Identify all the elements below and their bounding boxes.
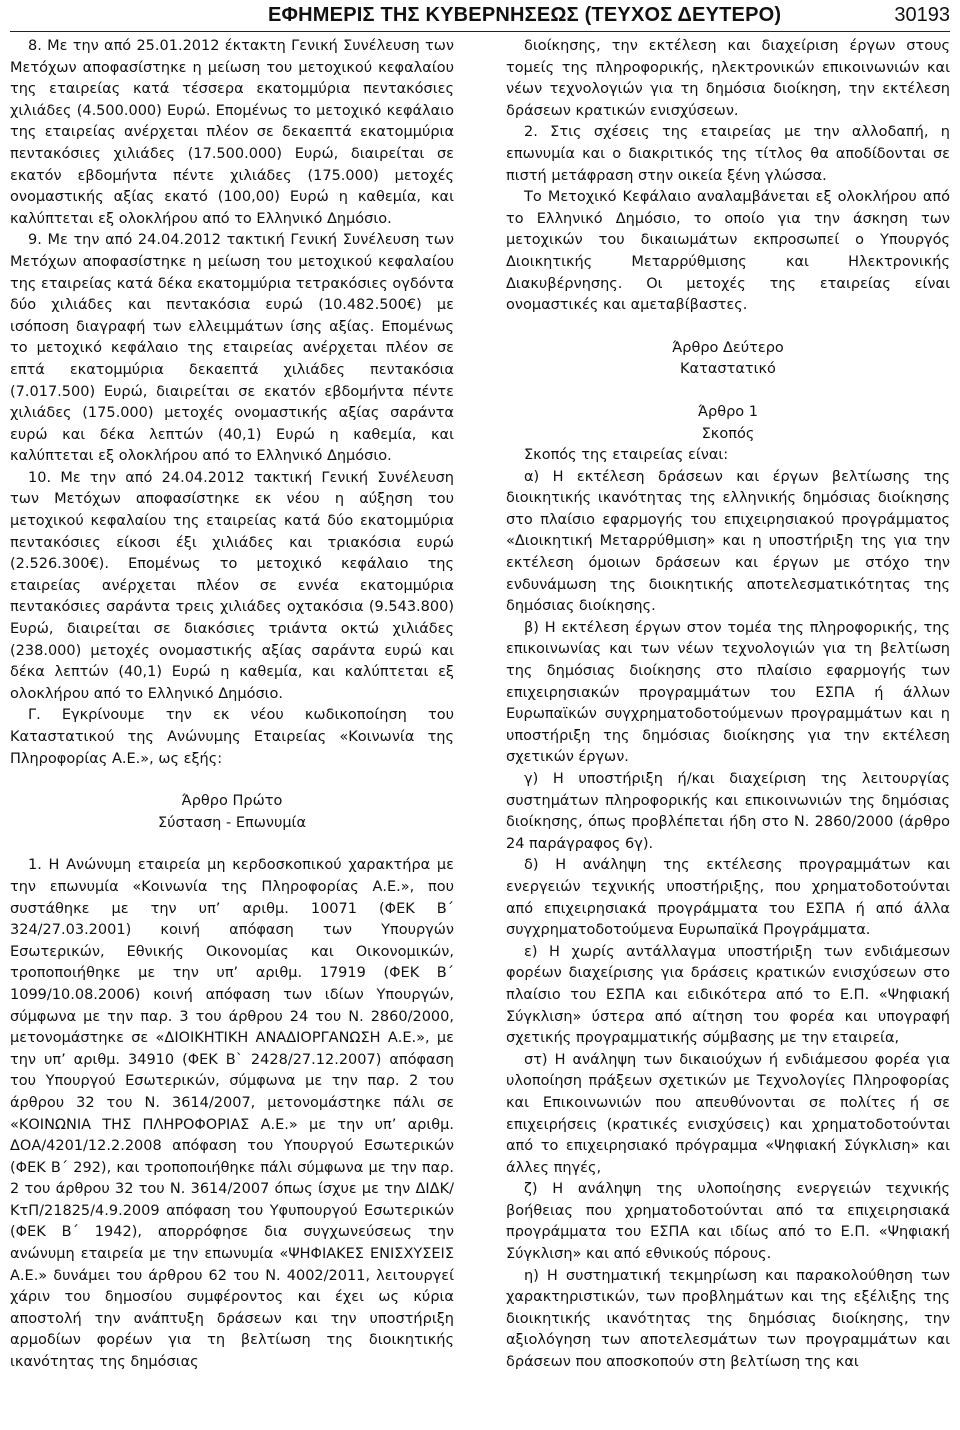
paragraph: 9. Με την από 24.04.2012 τακτική Γενική Συνέλευση των Μετόχων αποφασίστηκε η μείωση του μετοχικού κεφαλαίου της εταιρείας κατά δέκα εκατομμύρια τετρακόσιες ογδόντα δύο χιλιάδες και πεντακόσια ευρώ (10.482.500€) με ισόποση διαγραφή των ελλειμμάτων ίσης αξίας. Επομένως το μετοχικό κεφάλαιο της εταιρείας ανέρχεται πλέον σε επτά εκατομμύρια δεκαεπτά χιλιάδες πεντακόσια (7.017.500) Ευρώ, διαιρείται σε εκατόν εβδομήντα πέντε χιλιάδες (175.000) μετοχές ονομαστικής αξίας σαράντα ευρώ και δέκα λεπτών (40,1) Ευρώ η καθεμία, και καλύπτεται εξ ολοκλήρου από το Ελληνικό Δημόσιο. bbox=[10, 232, 454, 465]
article-subheading: Σκοπός bbox=[701, 425, 755, 442]
paragraph: διοίκησης, την εκτέλεση και διαχείριση έργων στους τομείς της πληροφορικής, ηλεκτρονικών επικοινωνιών και νέων τεχνολογιών για τη δημόσια διοίκηση, την εκτέλεση δράσεων κρατικών ενισχύσεων. bbox=[506, 38, 950, 119]
paragraph: γ) Η υποστήριξη ή/και διαχείριση της λειτουργίας συστημάτων πληροφορικής και επικοινωνιών της δημόσιας διοίκησης, όπως προβλέπεται ήδη στο Ν. 2860/2000 (άρθρο 24 παράγραφος 6γ). bbox=[506, 771, 950, 852]
header-rule bbox=[10, 31, 950, 32]
paragraph: Γ. Εγκρίνουμε την εκ νέου κωδικοποίηση του Καταστατικού της Ανώνυμης Εταιρείας «Κοινωνία της Πληροφορίας Α.Ε.», ως εξής: bbox=[10, 707, 454, 767]
paragraph: δ) Η ανάληψη της εκτέλεσης προγραμμάτων και ενεργειών τεχνικής υποστήριξης, που χρηματοδοτούνται από επιχειρησιακά προγράμματα του ΕΣΠΑ ή από άλλα συγχρηματοδοτούμενα Ευρωπαϊκά Προγράμματα. bbox=[506, 857, 950, 939]
paragraph: Το Μετοχικό Κεφάλαιο αναλαμβάνεται εξ ολοκλήρου από το Ελληνικό Δημόσιο, το οποίο για την άσκηση των μετοχικών του δικαιωμάτων εκπροσωπεί ο Υπουργός Διοικητικής Μεταρρύθμισης και Ηλεκτρονικής Διακυβέρνησης. Οι μετοχές της εταιρείας είναι ονομαστικές και αμεταβίβαστες. bbox=[506, 189, 950, 314]
article-subheading: Σύσταση - Επωνυμία bbox=[157, 814, 307, 831]
spacer bbox=[10, 770, 454, 791]
article-heading: Άρθρο 1 bbox=[697, 403, 759, 420]
gazette-title: ΕΦΗΜΕΡΙΣ ΤΗΣ ΚΥΒΕΡΝΗΣΕΩΣ (ΤΕΥΧΟΣ ΔΕΥΤΕΡΟ) bbox=[268, 4, 782, 26]
paragraph: στ) Η ανάληψη των δικαιούχων ή ενδιάμεσου φορέα για υλοποίηση πράξεων σχετικών με Τεχνολογίες Πληροφορίας και Επικοινωνιών που απευθύνονται σε πολίτες ή σε επιχειρήσεις (κρατικές ενισχύσεις) και χρηματοδοτούνται από το επιχειρησιακό πρόγραμμα «Ψηφιακή Σύγκλιση» και άλλες πηγές, bbox=[506, 1051, 950, 1176]
paragraph: ε) Η χωρίς αντάλλαγμα υποστήριξη των ενδιάμεσων φορέων διαχείρισης για δράσεις κρατικών ενισχύσεων στο πλαίσιο του ΕΣΠΑ και ειδικότερα από το Ε.Π. «Ψηφιακή Σύγκλιση» ύστερα από αίτηση του φορέα και υπογραφή σχετικής προγραμματικής σύμβασης με την εταιρεία, bbox=[506, 943, 950, 1047]
paragraph: ζ) Η ανάληψη της υλοποίησης ενεργειών τεχνικής βοήθειας που χρηματοδοτούνται από τα επιχειρησιακά προγράμματα του ΕΣΠΑ και ιδίως από το Ε.Π. «Ψηφιακή Σύγκλιση» και από εθνικούς πόρους. bbox=[506, 1181, 950, 1263]
paragraph: η) Η συστηματική τεκμηρίωση και παρακολούθηση των χαρακτηριστικών, των προβλημάτων και της εξέλιξης της διοικητικής ικανότητας της δημόσιας διοίκησης, την αξιολόγηση των αποτελεσμάτων των προγραμμάτων και δράσεων που αποσκοπούν στη βελτίωση της και bbox=[506, 1267, 950, 1371]
paragraph: 10. Με την από 24.04.2012 τακτική Γενική Συνέλευση των Μετόχων αποφασίστηκε εκ νέου η αύξηση του μετοχικού κεφαλαίου της εταιρείας κατά δύο εκατομμύρια πεντακόσιες είκοσι έξι χιλιάδες και τριακόσια ευρώ (2.526.300€). Επομένως το μετοχικό κεφάλαιο της εταιρείας ανέρχεται πλέον σε εννέα εκατομμύρια πεντακόσιες σαράντα τρεις χιλιάδες οχτακόσια (9.543.800) Ευρώ, διαιρείται σε διακόσιες τριάντα οκτώ χιλιάδες (238.000) μετοχές ονομαστικής αξίας σαράντα ευρώ και δέκα λεπτών (40,1) Ευρώ η καθεμία, και καλύπτεται εξ ολοκλήρου από το Ελληνικό Δημόσιο. bbox=[10, 469, 454, 702]
paragraph: 8. Με την από 25.01.2012 έκτακτη Γενική Συνέλευση των Μετόχων αποφασίστηκε η μείωση του μετοχικού κεφαλαίου της εταιρείας κατά τέσσερα εκατομμύρια πεντακόσιες χιλιάδες (4.500.000) Ευρώ. Επομένως το μετοχικό κεφάλαιο της εταιρείας ανέρχεται πλέον σε δεκαεπτά εκατομμύρια πεντακόσιες χιλιάδες (17.500.000) Ευρώ, διαιρείται σε εκατόν εβδομήντα πέντε χιλιάδες (175.000) μετοχές ονομαστικής αξίας εκατό (100,00) Ευρώ η καθεμία, και καλύπτεται εξ ολοκλήρου από το Ελληνικό Δημόσιο. bbox=[10, 38, 454, 227]
spacer bbox=[506, 381, 950, 402]
paragraph: 1. Η Ανώνυμη εταιρεία μη κερδοσκοπικού χαρακτήρα με την επωνυμία «Κοινωνία της Πληροφορίας Α.Ε.», που συστάθηκε με την υπ’ αριθμ. 10071 (ΦΕΚ Β΄ 324/27.03.2001) κοινή απόφαση των Υπουργών Εσωτερικών, Εθνικής Οικονομίας και Οικονομικών, τροποποιήθηκε με την υπ’ αριθμ. 17919 (ΦΕΚ Β΄ 1099/10.08.2006) κοινή απόφαση των ιδίων Υπουργών, σύμφωνα με την παρ. 3 του άρθρου 24 του Ν. 2860/2000, μετονομάστηκε σε «ΔΙΟΙΚΗΤΙΚΗ ΑΝΑΔΙΟΡΓΑΝΩΣΗ Α.Ε.», με την υπ’ αριθμ. 34910 (ΦΕΚ Β` 2428/27.12.2007) απόφαση του Υπουργού Εσωτερικών, σύμφωνα με την παρ. 2 του άρθρου 32 του Ν. 3614/2007, μετονομάστηκε πάλι σε «ΚΟΙΝΩΝΙΑ ΤΗΣ ΠΛΗΡΟΦΟΡΙΑΣ Α.Ε.» με την υπ’ αριθμ. ΔΟΑ/4201/12.2.2008 απόφαση του Υπουργού Εσωτερικών (ΦΕΚ Β΄ 292), και τροποποιήθηκε πάλι σύμφωνα με την παρ. 2 του άρθρου 32 του Ν. 3614/2007 όπως ίσχυε με την ΔΙΔΚ/ΚτΠ/21825/4.9.2009 απόφαση του Υφυπουργού Εσωτερικών (ΦΕΚ Β΄ 1942), απορρόφησε δια συγχωνεύσεως την ανώνυμη εταιρεία με την επωνυμία «ΨΗΦΙΑΚΕΣ ΕΝΙΣΧΥΣΕΙΣ Α.Ε.» δυνάμει του άρθρου 62 του Ν. 4002/2011, λειτουργεί χάριν του δημοσίου συμφέροντος και έχει ως κύρια αποστολή την ανάπτυξη δράσεων και την υποστήριξη αρμοδίων φορέων για τη βελτίωση της διοικητικής ικανότητας της δημόσιας bbox=[10, 857, 454, 1371]
page-number: 30193 bbox=[894, 4, 950, 26]
spacer bbox=[506, 317, 950, 338]
article-heading: Άρθρο Πρώτο bbox=[181, 793, 283, 810]
paragraph: α) Η εκτέλεση δράσεων και έργων βελτίωσης της διοικητικής ικανότητας της ελληνικής δημόσιας διοίκησης στο πλαίσιο εφαρμογής του επιχειρησιακού προγράμματος «Διοικητική Μεταρρύθμιση» και η υποστήριξη της για την εκτέλεση όμοιων δράσεων και έργων με στόχο την ενδυνάμωση της διοικητικής αποτελεσματικότητας της δημόσιας διοίκησης. bbox=[506, 468, 950, 615]
right-column bbox=[506, 36, 950, 1374]
left-column bbox=[10, 36, 454, 1374]
article-subheading: Καταστατικό bbox=[680, 361, 776, 378]
spacer bbox=[10, 834, 454, 855]
article-heading: Άρθρο Δεύτερο bbox=[672, 339, 784, 356]
paragraph: β) Η εκτέλεση έργων στον τομέα της πληροφορικής, της επικοινωνίας και των νέων τεχνολογιών για τη βελτίωση της δημόσιας διοίκησης στο πλαίσιο εφαρμογής των επιχειρησιακών προγραμμάτων του ΕΣΠΑ ή άλλων Ευρωπαϊκών συγχρηματοδοτούμενων προγραμμάτων και η υποστήριξη της δημόσιας διοίκησης για την εκτέλεση σχετικών έργων. bbox=[506, 619, 950, 766]
paragraph: Σκοπός της εταιρείας είναι: bbox=[524, 447, 729, 464]
paragraph: 2. Στις σχέσεις της εταιρείας με την αλλοδαπή, η επωνυμία και ο διακριτικός της τίτλος θα αποδίδονται σε πιστή μετάφραση στην οικεία ξένη γλώσσα. bbox=[506, 124, 950, 184]
page-header bbox=[0, 0, 960, 32]
